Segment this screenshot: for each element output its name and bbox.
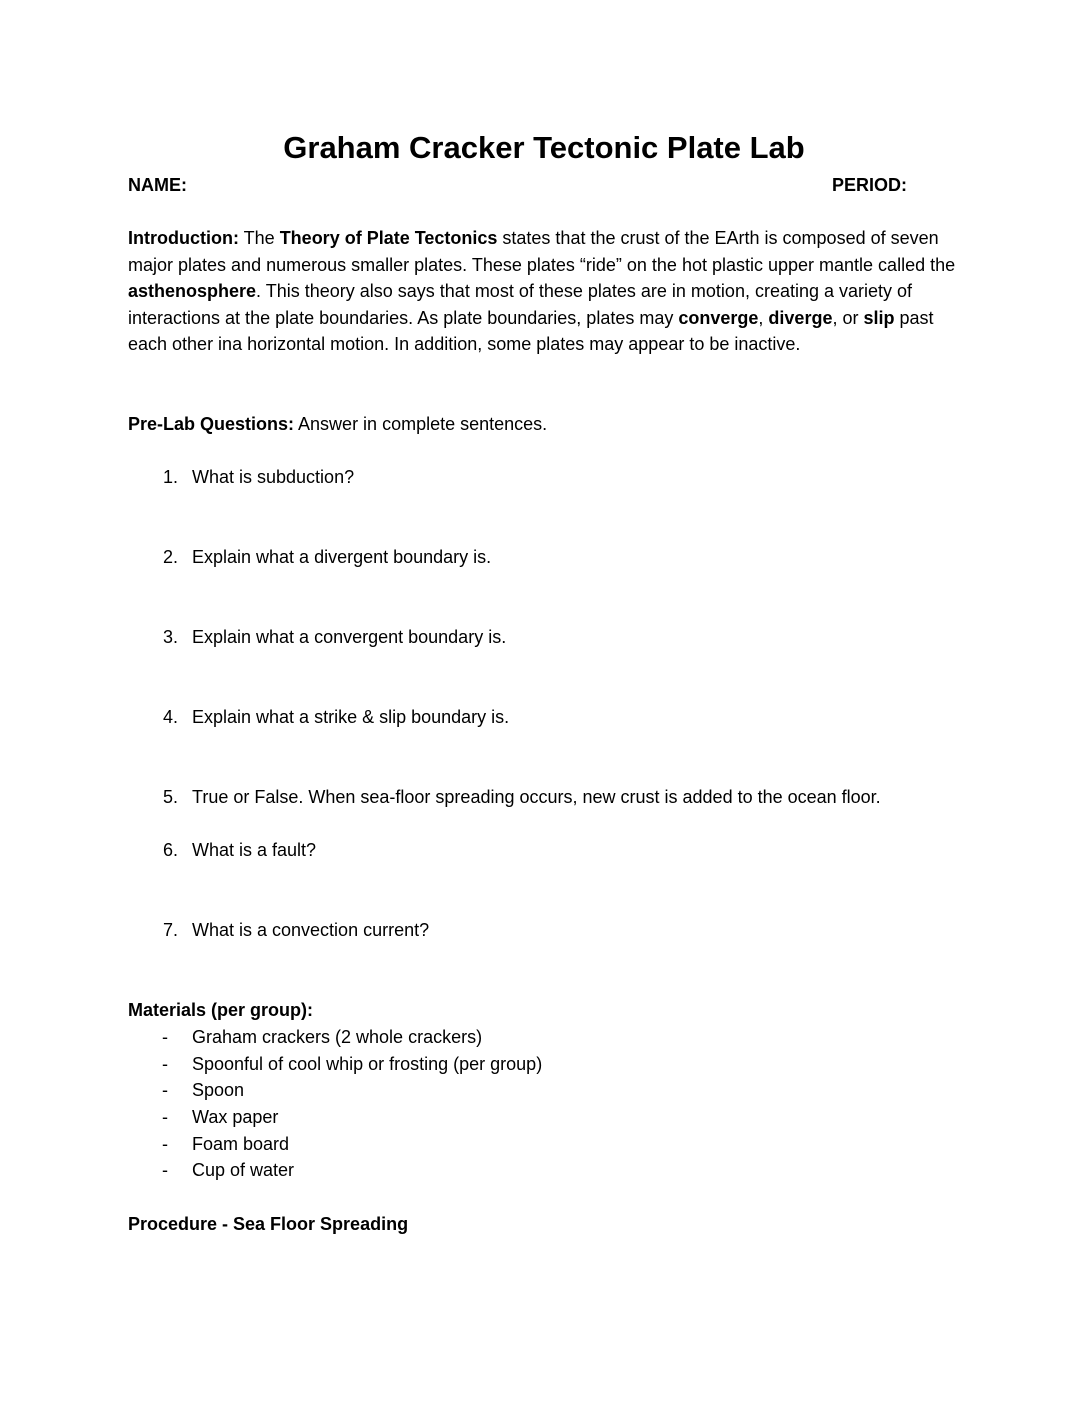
materials-heading: Materials (per group): bbox=[128, 1000, 314, 1020]
question-text: What is a convection current? bbox=[192, 920, 430, 940]
page-title: Graham Cracker Tectonic Plate Lab bbox=[283, 130, 805, 165]
list-bullet: - bbox=[162, 1027, 168, 1047]
materials-list-item bbox=[0, 1051, 1088, 1077]
prelab-instruction: Answer in complete sentences. bbox=[294, 414, 548, 434]
question-text: Explain what a strike & slip boundary is. bbox=[192, 707, 510, 727]
prelab-label: Pre-Lab Questions: bbox=[128, 414, 295, 434]
intro-text-5: , or bbox=[832, 307, 864, 328]
intro-term-converge: converge bbox=[678, 307, 759, 328]
prelab-heading bbox=[128, 411, 547, 437]
intro-text-6: past each other ina horizontal motion. In addition, some plates may appear to be inactive. bbox=[128, 307, 934, 355]
question-number: 7. bbox=[162, 920, 178, 940]
question-text: What is a fault? bbox=[192, 840, 317, 860]
list-bullet: - bbox=[162, 1134, 168, 1154]
material-text: Cup of water bbox=[192, 1160, 295, 1180]
list-bullet: - bbox=[162, 1160, 168, 1180]
question-text: What is subduction? bbox=[192, 467, 355, 487]
materials-list-item bbox=[0, 1157, 1088, 1183]
question-number: 6. bbox=[162, 840, 178, 860]
list-bullet: - bbox=[162, 1054, 168, 1074]
introduction-paragraph bbox=[128, 225, 968, 358]
material-text: Spoon bbox=[192, 1080, 245, 1100]
materials-list-item bbox=[0, 1077, 1088, 1103]
intro-text-4: , bbox=[758, 307, 769, 328]
question-number: 2. bbox=[162, 547, 178, 567]
material-text: Wax paper bbox=[192, 1107, 279, 1127]
question-number: 3. bbox=[162, 627, 178, 647]
name-label: NAME: bbox=[128, 175, 187, 195]
materials-list-item bbox=[0, 1024, 1088, 1050]
question-text: Explain what a divergent boundary is. bbox=[192, 547, 492, 567]
question-number: 1. bbox=[162, 467, 178, 487]
list-bullet: - bbox=[162, 1080, 168, 1100]
procedure-heading: Procedure - Sea Floor Spreading bbox=[128, 1214, 409, 1234]
intro-term-plate-tectonics: Theory of Plate Tectonics bbox=[279, 228, 498, 248]
introduction-label: Introduction: bbox=[128, 228, 239, 248]
intro-text-2: states that the crust of the EArth is composed of seven major plates and numerous smaller plates. These plates “ride” on the hot plastic upper mantle called the bbox=[128, 228, 956, 275]
material-text: Foam board bbox=[192, 1134, 290, 1154]
intro-term-diverge: diverge bbox=[768, 307, 833, 328]
question-number: 4. bbox=[162, 707, 178, 727]
materials-list-item bbox=[0, 1131, 1088, 1157]
question-number: 5. bbox=[162, 787, 178, 807]
intro-text-3: . This theory also says that most of these plates are in motion, creating a variety of interactions at the plate boundaries. As plate boundaries, plates may bbox=[128, 281, 913, 328]
question-text: True or False. When sea-floor spreading occurs, new crust is added to the ocean floor. bbox=[192, 787, 881, 807]
intro-text-1: The bbox=[238, 228, 280, 248]
material-text: Spoonful of cool whip or frosting (per group) bbox=[192, 1054, 543, 1074]
intro-term-asthenosphere: asthenosphere bbox=[128, 281, 257, 302]
material-text: Graham crackers (2 whole crackers) bbox=[192, 1027, 483, 1047]
question-text: Explain what a convergent boundary is. bbox=[192, 627, 507, 647]
list-bullet: - bbox=[162, 1107, 168, 1127]
intro-term-slip: slip bbox=[863, 307, 895, 328]
period-label: PERIOD: bbox=[832, 175, 908, 195]
materials-list-item bbox=[0, 1104, 1088, 1130]
